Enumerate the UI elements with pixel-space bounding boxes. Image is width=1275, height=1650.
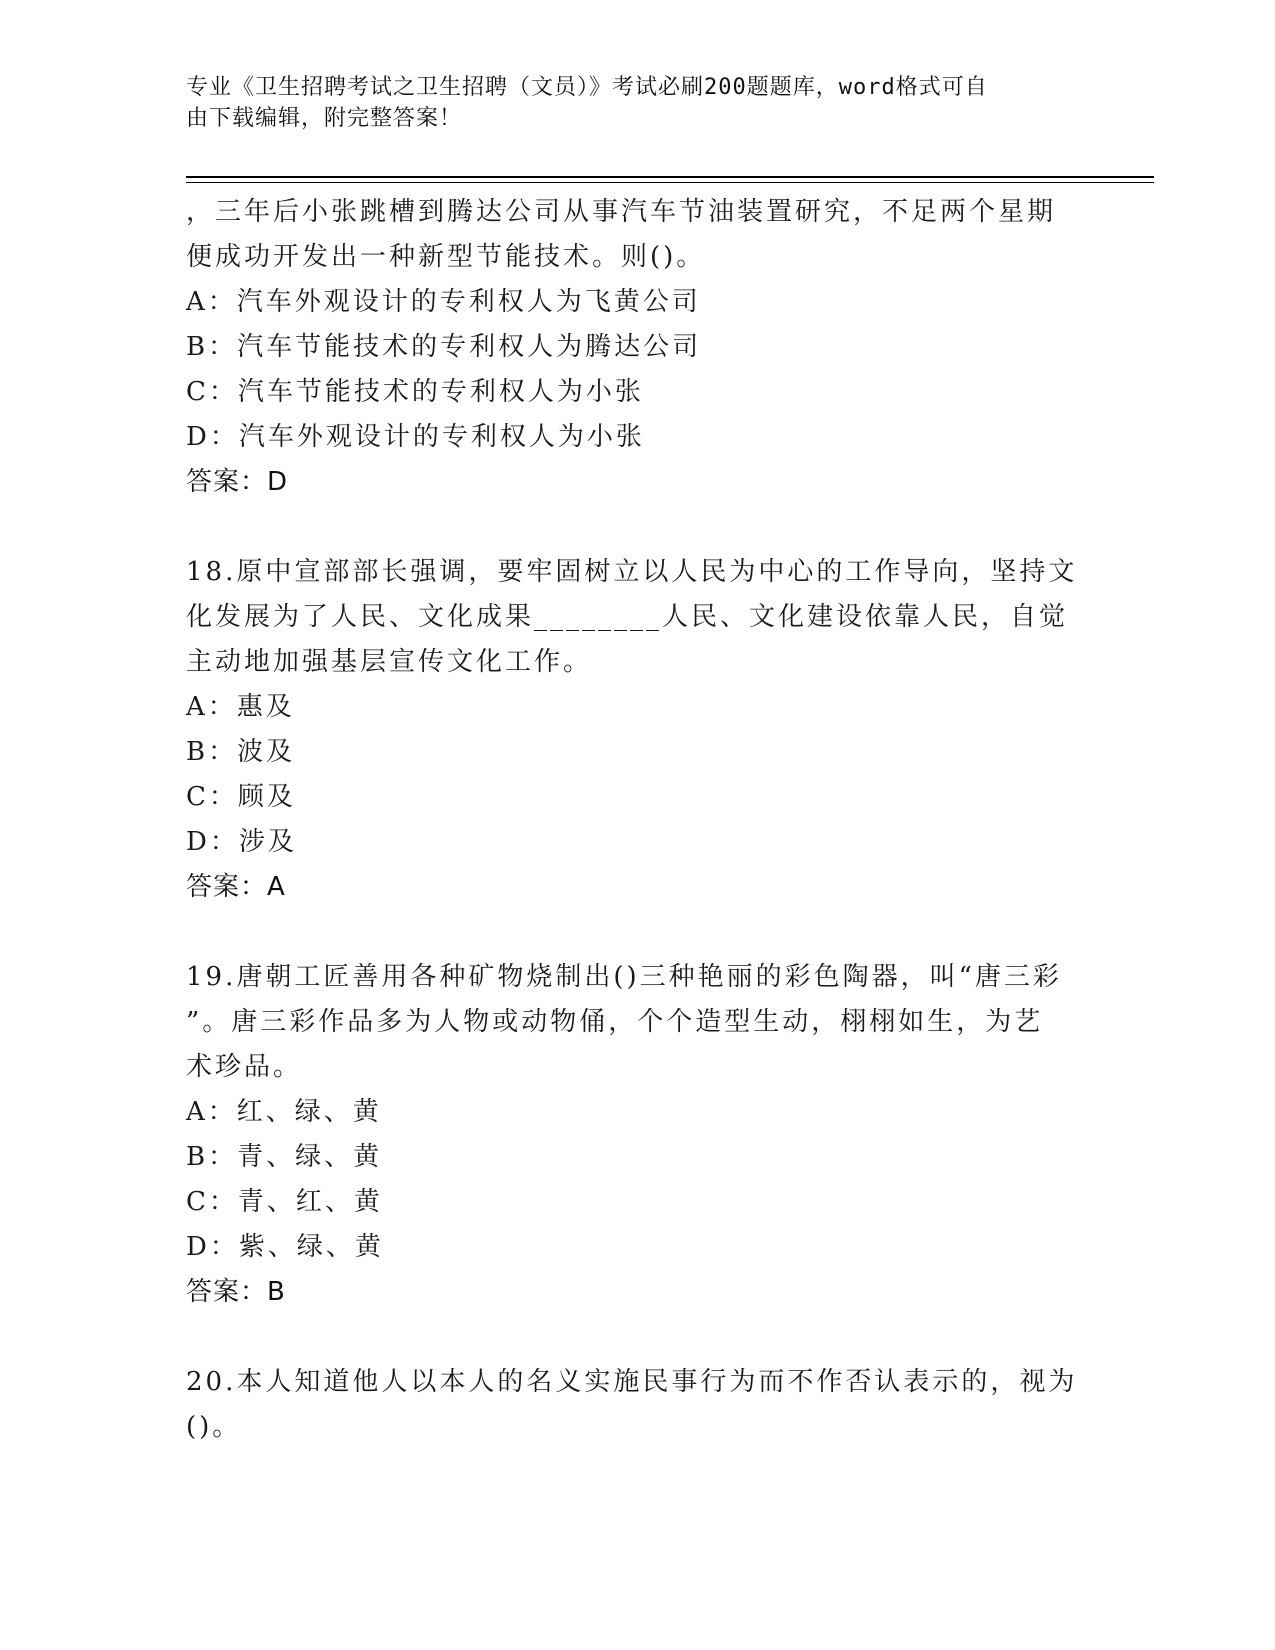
header-line-1: 专业《卫生招聘考试之卫生招聘（文员）》考试必刷200题题库，word格式可自 (186, 75, 988, 100)
option-a: A：惠及 (186, 692, 295, 722)
question-stem-line: ”。唐三彩作品多为人物或动物俑，个个造型生动，栩栩如生，为艺 (186, 1007, 1044, 1037)
answer: 答案：A (186, 872, 286, 902)
option-c: C：汽车节能技术的专利权人为小张 (186, 377, 644, 407)
question-20 (186, 1360, 1086, 1450)
question-stem-line: 化发展为了人民、文化成果________人民、文化建设依靠人民，自觉 (186, 602, 1069, 632)
question-stem-line: 20.本人知道他人以本人的名义实施民事行为而不作否认表示的，视为 (186, 1367, 1078, 1397)
answer: 答案：D (186, 467, 289, 497)
question-stem-line: 便成功开发出一种新型节能技术。则()。 (186, 242, 706, 272)
question-spacer (186, 505, 1086, 550)
question-17 (186, 190, 1086, 505)
question-18 (186, 550, 1086, 910)
question-stem-line: 18.原中宣部部长强调，要牢固树立以人民为中心的工作导向，坚持文 (186, 557, 1078, 587)
option-d: D：紫、绿、黄 (186, 1232, 384, 1262)
question-19 (186, 955, 1086, 1315)
option-a: A：红、绿、黄 (186, 1097, 382, 1127)
document-header (186, 72, 1066, 134)
question-list (186, 190, 1086, 1450)
option-c: C：顾及 (186, 782, 296, 812)
question-stem-line: ()。 (186, 1412, 242, 1442)
question-spacer (186, 910, 1086, 955)
option-c: C：青、红、黄 (186, 1187, 383, 1217)
question-stem-line: ，三年后小张跳槽到腾达公司从事汽车节油装置研究，不足两个星期 (186, 197, 1057, 227)
answer: 答案：B (186, 1277, 286, 1307)
option-b: B：青、绿、黄 (186, 1142, 383, 1172)
question-stem-line: 主动地加强基层宣传文化工作。 (186, 647, 593, 677)
header-line-2: 由下载编辑，附完整答案！ (186, 106, 463, 131)
question-stem-line: 术珍品。 (186, 1052, 303, 1082)
option-d: D：涉及 (186, 827, 297, 857)
option-b: B：汽车节能技术的专利权人为腾达公司 (186, 332, 702, 362)
question-spacer (186, 1315, 1086, 1360)
option-d: D：汽车外观设计的专利权人为小张 (186, 422, 645, 452)
option-a: A：汽车外观设计的专利权人为飞黄公司 (186, 287, 701, 317)
header-rule-thick (186, 176, 1154, 178)
header-rule-thin (186, 182, 1154, 183)
option-b: B：波及 (186, 737, 296, 767)
question-stem-line: 19.唐朝工匠善用各种矿物烧制出()三种艳丽的彩色陶器，叫“唐三彩 (186, 962, 1062, 992)
